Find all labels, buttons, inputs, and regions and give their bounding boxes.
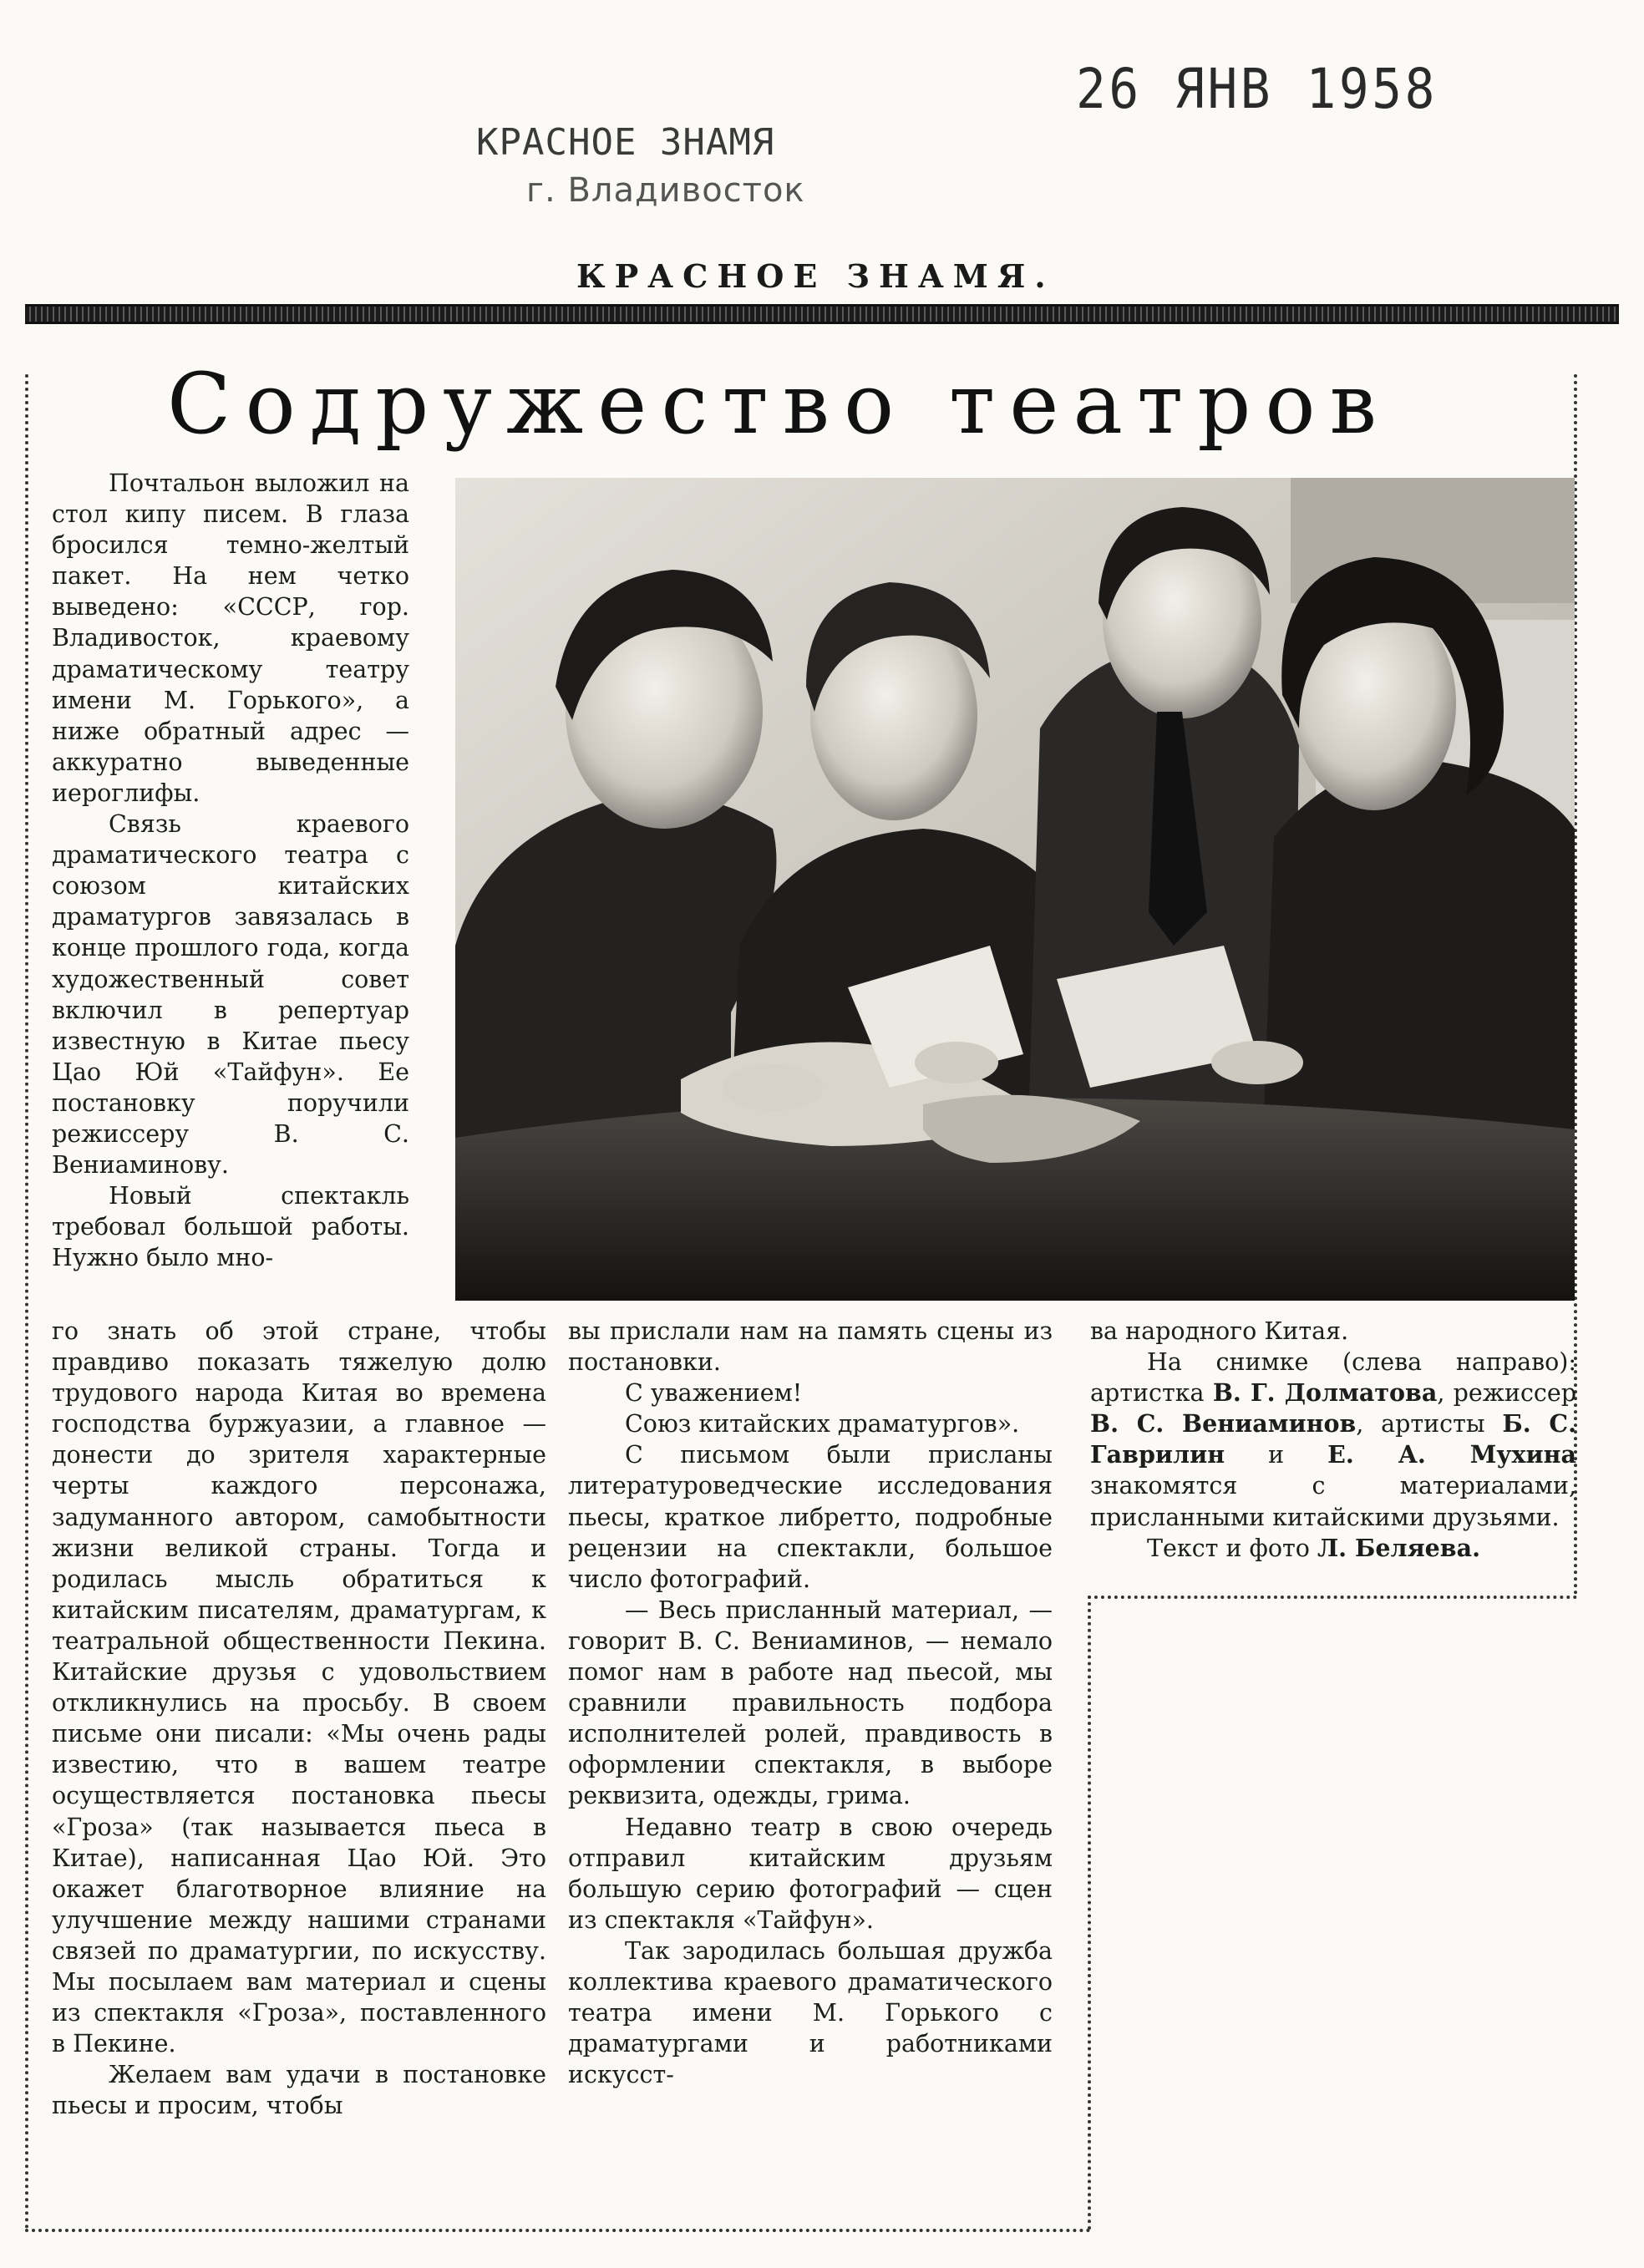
caption-person: В. Г. Долматова	[1212, 1378, 1438, 1408]
caption-text: , режиссер	[1437, 1379, 1577, 1408]
masthead: КРАСНОЕ ЗНАМЯ.	[576, 257, 1055, 295]
caption-text: и	[1225, 1441, 1328, 1469]
paragraph: С письмом были присланы литературоведческие исследования пьесы, краткое либретто, подробные рецензии на спектакли, большое число фотографий.	[568, 1441, 1053, 1593]
paragraph: С уважением!	[625, 1379, 803, 1408]
caption-text: , артисты	[1356, 1410, 1485, 1438]
article-column-1-top	[52, 468, 409, 1273]
paragraph: Союз китайских драматургов».	[625, 1410, 1020, 1438]
article-photo	[455, 478, 1575, 1301]
clipping-border-left	[25, 374, 28, 2230]
masthead-rule	[25, 304, 1619, 324]
paragraph: Недавно театр в свою очередь отправил китайским друзьям большую серию фотографий — сцен из спектакля «Тайфун».	[568, 1813, 1053, 1934]
article-column-2	[568, 1316, 1053, 2090]
city-stamp: г. Владивосток	[526, 171, 805, 210]
caption-text: знакомятся с материалами, присланными китайскими друзьями.	[1090, 1472, 1576, 1531]
photo-four-people-reading-letters-icon	[455, 478, 1575, 1301]
paragraph: Так зародилась большая дружба коллектива краевого драматического театра имени М. Горького с драматургами и работниками искусст-	[568, 1936, 1053, 2089]
paragraph: Связь краевого драматического театра с союзом китайских драматургов завязалась в конце прошлого года, когда художественный совет включил в репертуар известную в Китае пьесу Цао Юй «Тайфун». Ее постановку поручили режиссеру В. С. Вениаминову.	[52, 810, 409, 1180]
paragraph: вы прислали нам на память сцены из постановки.	[568, 1317, 1053, 1377]
clipping-border-step	[1088, 1596, 1577, 1599]
headline: Содружество театров	[167, 355, 1391, 453]
paragraph: ва народного Китая.	[1090, 1317, 1349, 1345]
clipping-border-inner	[1088, 1596, 1091, 2230]
article-column-3	[1090, 1316, 1576, 1564]
newspaper-stamp: КРАСНОЕ ЗНАМЯ	[476, 121, 775, 164]
photo-caption	[1090, 1347, 1576, 1533]
paragraph: Почтальон выложил на стол кипу писем. В глаза бросился темно-желтый пакет. На нем четко выведено: «СССР, гор. Владивосток, краевому драматическому театру имени М. Горького», а ниже обратный адрес — аккуратно выведенные иероглифы.	[52, 469, 409, 807]
caption-text: На снимке (слева направо): артистка	[1090, 1348, 1576, 1408]
caption-person: Б. С. Гаврилин	[1090, 1409, 1576, 1469]
caption-person: В. С. Вениаминов	[1090, 1409, 1357, 1438]
date-stamp: 26 ЯНВ 1958	[1076, 57, 1438, 121]
paragraph: Желаем вам удачи в постановке пьесы и просим, чтобы	[52, 2061, 546, 2120]
caption-person: Е. А. Мухина	[1327, 1440, 1576, 1469]
paragraph: го знать об этой стране, чтобы правдиво показать тяжелую долю трудового народа Китая во времена господства буржуазии, а главное — донести до зрителя характерные черты каждого персонажа, задуманного автором, самобытности жизни великой страны. Тогда и родилась мысль обратиться к китайским писателям, драматургам, к театральной общественности Пекина. Китайские друзья с удовольствием откликнулись на просьбу. В своем письме они писали: «Мы очень рады известию, что в вашем театре осуществляется постановка пьесы «Гроза» (так называется пьеса в Китае), написанная Цао Юй. Это окажет благотворное влияние на улучшение между нашими странами связей по драматургии, по искусству. Мы посылаем вам материал и сцены из спектакля «Гроза», поставленного в Пекине.	[52, 1317, 546, 2058]
credit-prefix: Текст и фото	[1147, 1534, 1317, 1562]
author-credit	[1090, 1533, 1576, 1564]
clipping-border-bottom	[25, 2229, 1091, 2232]
paragraph: Новый спектакль требовал большой работы. Нужно было мно-	[52, 1182, 409, 1272]
article-column-1-bottom	[52, 1316, 546, 2121]
credit-author: Л. Беляева.	[1317, 1533, 1480, 1562]
paragraph: — Весь присланный материал, — говорит В. С. Вениаминов, — немало помог нам в работе над пьесой, мы сравнили правильность подбора исполнителей ролей, правдивость в оформлении спектакля, в выборе реквизита, одежды, грима.	[568, 1596, 1053, 1810]
